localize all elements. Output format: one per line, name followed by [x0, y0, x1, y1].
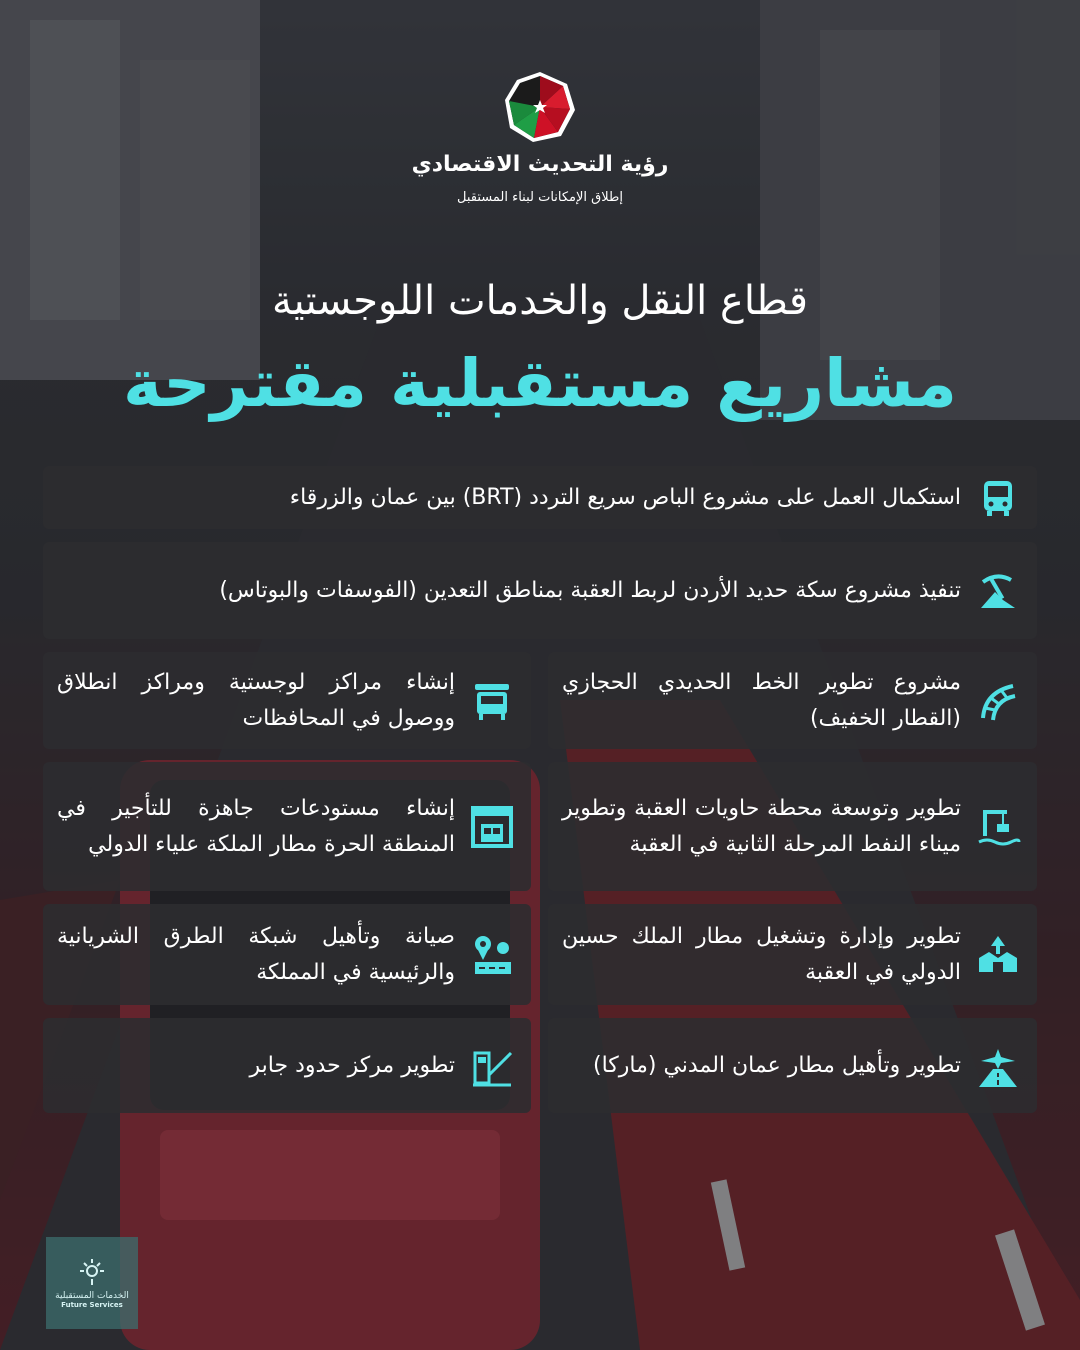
project-card-jaber-border [43, 1018, 531, 1113]
project-text: صيانة وتأهيل شبكة الطرق الشريانية والرئيسية في المملكة [57, 923, 455, 985]
sector-title: قطاع النقل والخدمات اللوجستية [272, 278, 808, 324]
brand-title: رؤية التحديث الاقتصادي [411, 152, 669, 177]
project-text: مشروع تطوير الخط الحديدي الحجازي (القطار الخفيف) [562, 669, 961, 731]
project-card-container-terminal [548, 762, 1037, 891]
footer-arabic-label: الخدمات المستقبلية [55, 1291, 129, 1301]
airport-terminal-icon [975, 932, 1021, 978]
mining-icon [975, 568, 1021, 614]
main-title: مشاريع مستقبلية مقترحة [123, 345, 957, 422]
runway-plane-icon [975, 1043, 1021, 1089]
project-text: إنشاء مستودعات جاهزة للتأجير في المنطقة الحرة مطار الملكة علياء الدولي [57, 795, 455, 857]
project-text: إنشاء مراكز لوجستية ومراكز انطلاق ووصول في المحافظات [57, 669, 455, 731]
bus-icon [975, 475, 1021, 521]
project-card-brt [43, 466, 1037, 529]
port-crane-icon [975, 804, 1021, 850]
project-card-king-hussein-airport [548, 904, 1037, 1005]
future-services-logo [75, 1257, 109, 1287]
jordan-star-hexagon-logo [503, 70, 577, 144]
project-card-railway [43, 542, 1037, 639]
brand-subtitle: إطلاق الإمكانات لبناء المستقبل [457, 190, 623, 205]
project-text: استكمال العمل على مشروع الباص سريع التردد (BRT) بين عمان والزرقاء [289, 484, 961, 510]
border-gate-icon [469, 1043, 515, 1089]
project-text: تطوير وإدارة وتشغيل مطار الملك حسين الدولي في العقبة [562, 923, 961, 985]
road-map-icon [469, 932, 515, 978]
future-services-badge [46, 1237, 138, 1329]
project-card-road-network [43, 904, 531, 1005]
bus-stop-icon [469, 678, 515, 724]
project-text: تطوير وتوسعة محطة حاويات العقبة وتطوير ميناء النفط المرحلة الثانية في العقبة [562, 795, 961, 857]
project-card-warehouses [43, 762, 531, 891]
project-text: تطوير مركز حدود جابر [249, 1052, 455, 1078]
warehouse-icon [469, 804, 515, 850]
project-card-marka-airport [548, 1018, 1037, 1113]
project-card-logistics-centers [43, 652, 531, 749]
footer-english-label: Future Services [61, 1301, 123, 1309]
project-text: تطوير وتأهيل مطار عمان المدني (ماركا) [593, 1052, 961, 1078]
project-text: تنفيذ مشروع سكة حديد الأردن لربط العقبة بمناطق التعدين (الفوسفات والبوتاس) [219, 577, 961, 603]
project-card-hejaz [548, 652, 1037, 749]
rail-track-icon [975, 678, 1021, 724]
